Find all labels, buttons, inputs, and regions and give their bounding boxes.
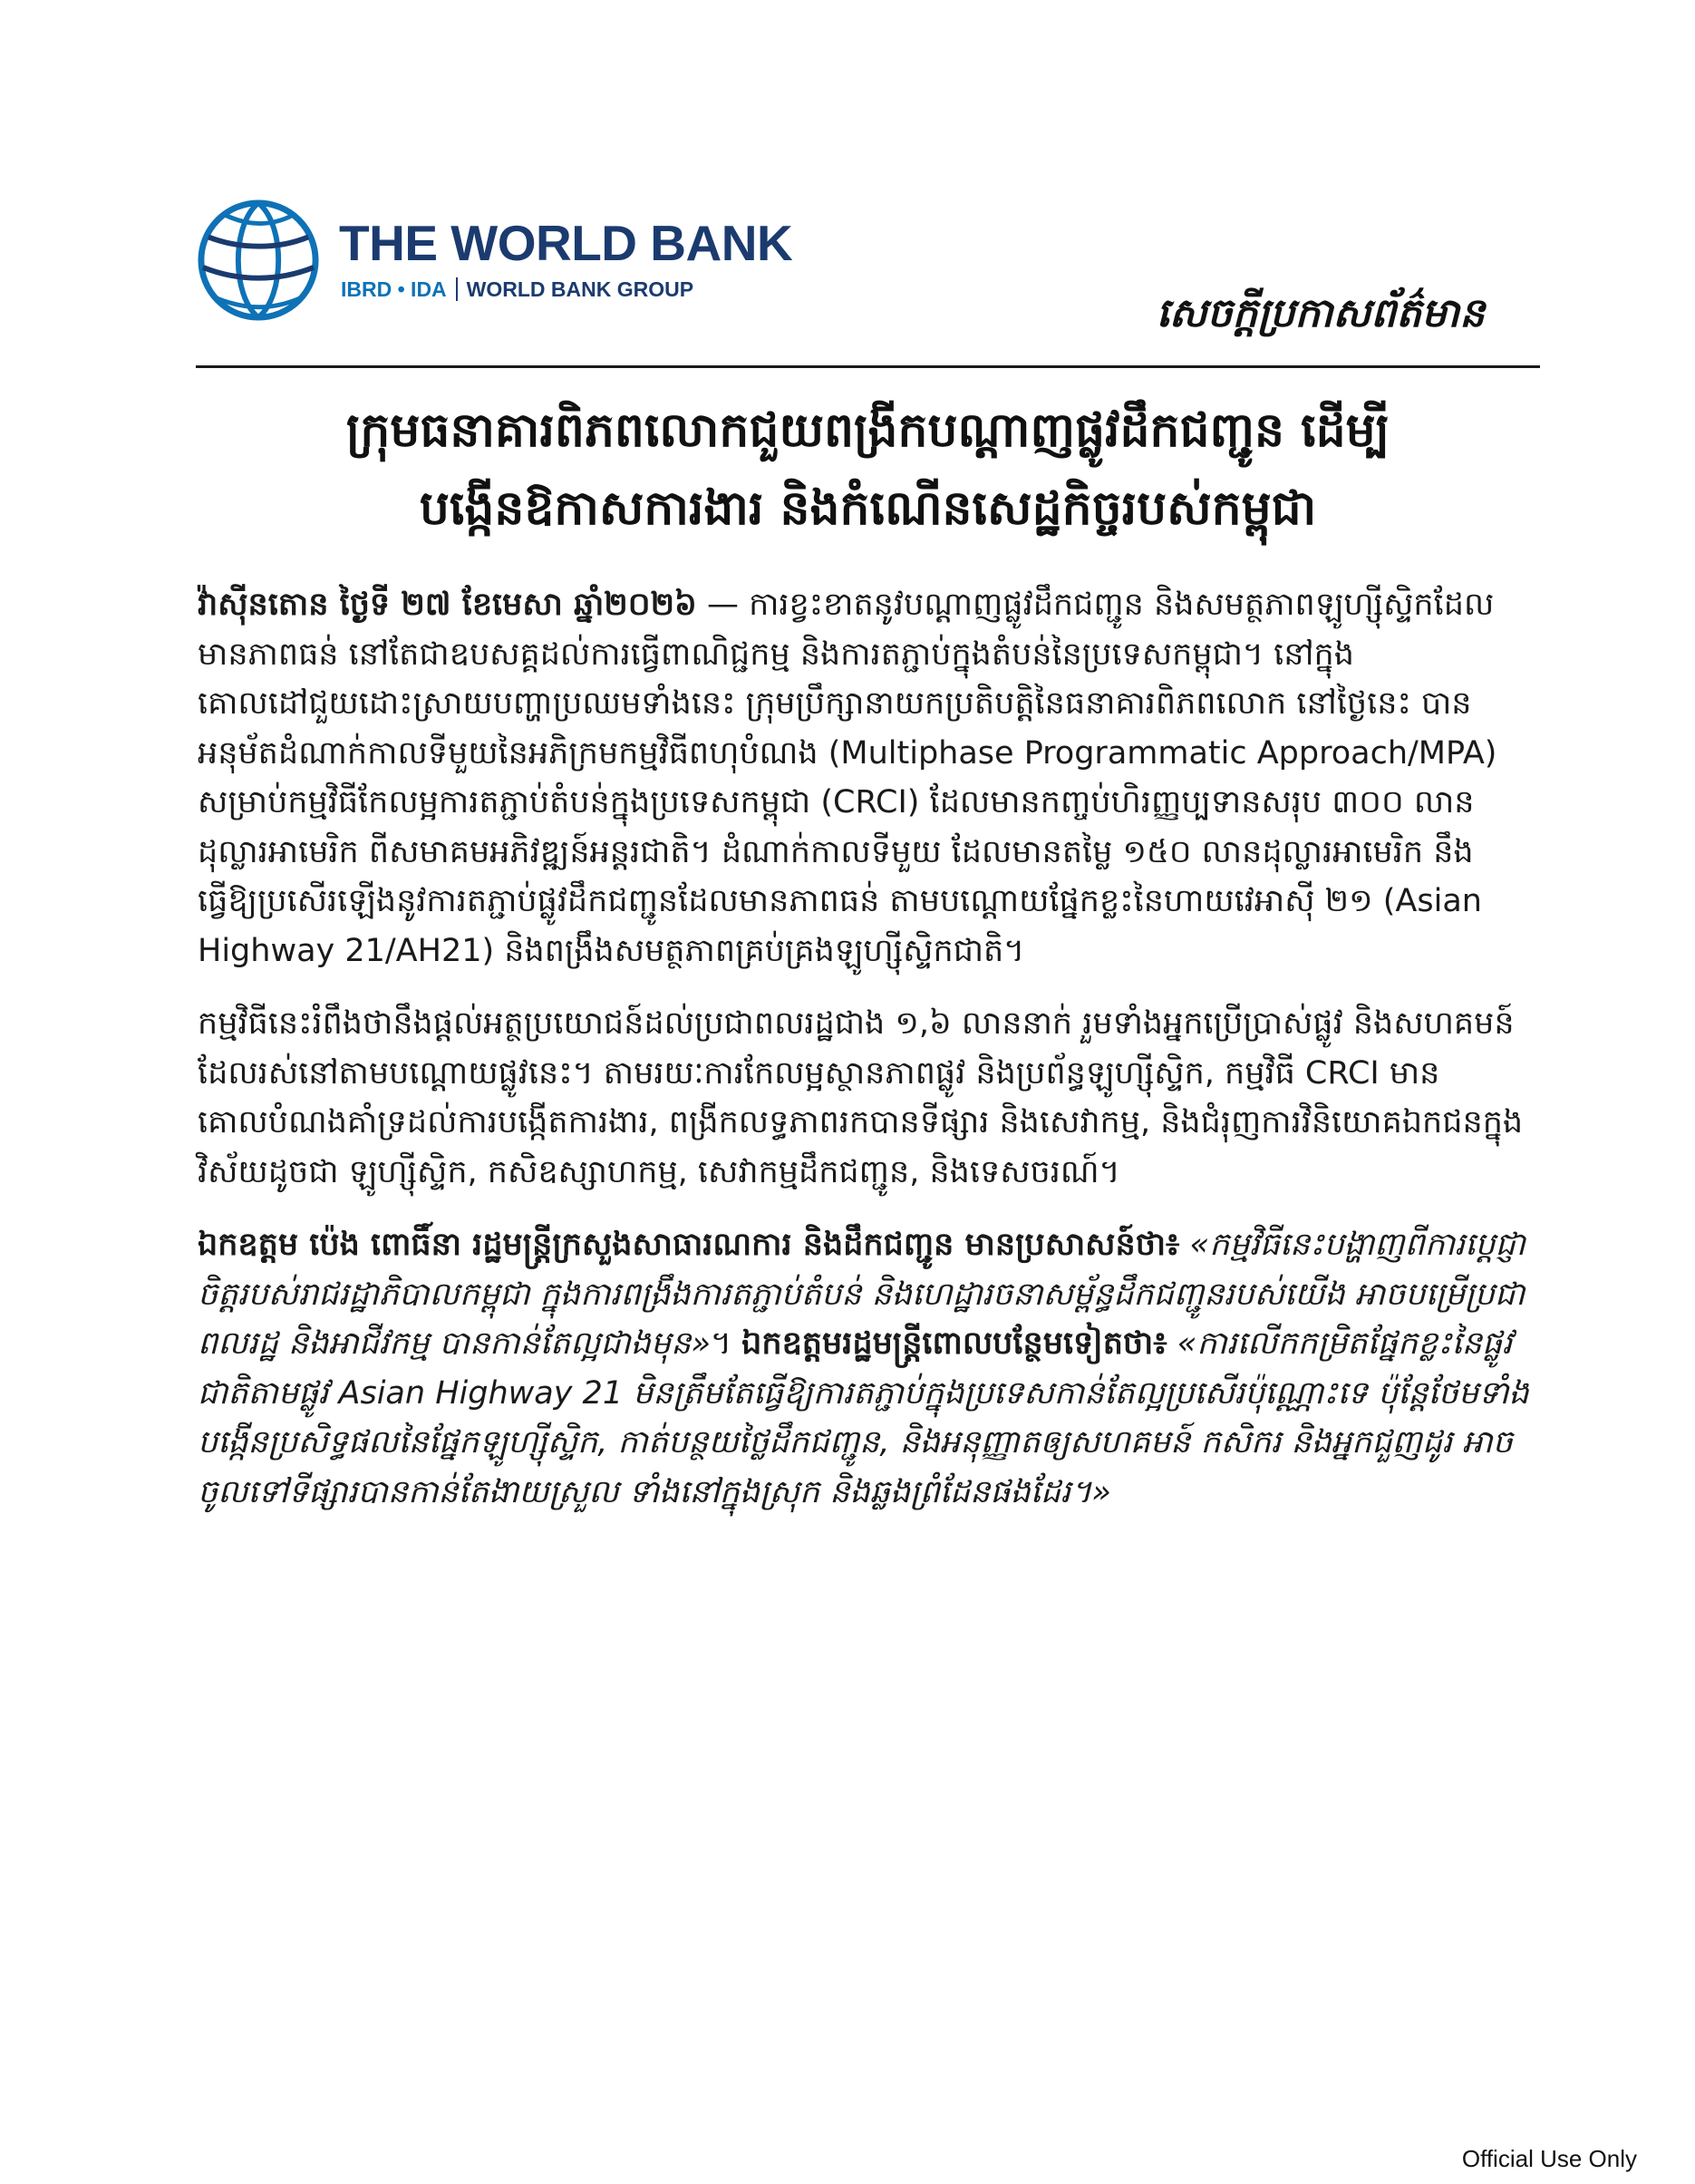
quote-2: «ការលើកកម្រិតផ្នែកខ្លះនៃផ្លូវជាតិតាមផ្លូវ Asian Highway 21 មិនត្រឹមតែធ្វើឱ្យការតភ្ជាប់ក្នុងប្រទេសកាន់តែល្អប្រសើរប៉ុណ្ណោះទេ ប៉ុន្តែថែមទាំងបង្កើនប្រសិទ្ធផលនៃផ្នែកឡូហ្ស៊ីស្ទិក, កាត់បន្ថយថ្លៃដឹកជញ្ជូន, និងអនុញ្ញាតឲ្យសហគមន៍ កសិករ និងអ្នកជួញដូរ អាចចូលទៅទីផ្សារបានកាន់តែងាយស្រួល ទាំងនៅក្នុងស្រុក និងឆ្លងព្រំដែនផងដែរ។»	[198, 1325, 1529, 1510]
paragraph-2: កម្មវិធីនេះរំពឹងថានឹងផ្តល់អត្ថប្រយោជន៍ដល់ប្រជាពលរដ្ឋជាង ១,៦ លាននាក់ រួមទាំងអ្នកប្រើប្រាស់ផ្លូវ និងសហគមន៍ដែលរស់នៅតាមបណ្តោយផ្លូវនេះ។ តាមរយៈការកែលម្អស្ថានភាពផ្លូវ និងប្រព័ន្ធឡូហ្ស៊ីស្ទិក, កម្មវិធី CRCI មានគោលបំណងគាំទ្រដល់ការបង្កើតការងារ, ពង្រីកលទ្ធភាពរកបានទីផ្សារ និងសេវាកម្ម, និងជំរុញការវិនិយោគឯកជនក្នុងវិស័យដូចជា ឡូហ្ស៊ីស្ទិក, កសិឧស្សាហកម្ម, សេវាកម្មដឹកជញ្ជូន, និងទេសចរណ៍។	[198, 1005, 1524, 1190]
quote-1: «កម្មវិធីនេះបង្ហាញពីការប្តេជ្ញាចិត្តរបស់រាជរដ្ឋាភិបាលកម្ពុជា ក្នុងការពង្រឹងការតភ្ជាប់តំបន់ និងហេដ្ឋារចនាសម្ព័ន្ធដឹកជញ្ជូនរបស់យើង អាចបម្រើប្រជាពលរដ្ឋ និងអាជីវកម្ម បានកាន់តែល្អជាងមុន»	[198, 1227, 1526, 1362]
world-bank-logo[interactable]	[196, 198, 848, 325]
logo-title: THE WORLD BANK	[339, 215, 793, 271]
paragraph-3	[198, 1220, 1532, 1517]
dateline: វ៉ាស៊ីនតោន ថ្ងៃទី ២៧ ខែមេសា ឆ្នាំ២០២៦	[198, 587, 697, 623]
speaker-attribution-2: ឯកឧត្តមរដ្ឋមន្ត្រីពោលបន្ថែមទៀតថា៖	[741, 1325, 1167, 1362]
paragraph-1	[198, 580, 1532, 976]
headline-line-2: បង្កើនឱកាសការងារ និងកំណើនសេដ្ឋកិច្ចរបស់កម្ពុជា	[419, 481, 1317, 536]
quote-separator: ។	[710, 1325, 742, 1362]
logo-subtitle	[341, 277, 693, 302]
logo-group: WORLD BANK GROUP	[466, 277, 694, 301]
article-body	[198, 580, 1532, 1540]
logo-divider	[456, 277, 458, 301]
paragraph-1-text: — ការខ្វះខាតនូវបណ្តាញផ្លូវដឹកជញ្ជូន និងសមត្ថភាពឡូហ្ស៊ីស្ទិកដែលមានភាពធន់ នៅតែជាឧបសគ្គដល់ការធ្វើពាណិជ្ជកម្ម និងការតភ្ជាប់ក្នុងតំបន់នៃប្រទេសកម្ពុជា។ នៅក្នុងគោលដៅជួយដោះស្រាយបញ្ហាប្រឈមទាំងនេះ ក្រុមប្រឹក្សានាយកប្រតិបត្តិនៃធនាគារពិភពលោក នៅថ្ងៃនេះ បានអនុម័តដំណាក់កាលទីមួយនៃអភិក្រមកម្មវិធីពហុបំណង (Multiphase Programmatic Approach/MPA) សម្រាប់កម្មវិធីកែលម្អការតភ្ជាប់តំបន់ក្នុងប្រទេសកម្ពុជា (CRCI) ដែលមានកញ្ចប់ហិរញ្ញប្បទានសរុប ៣០០ លានដុល្លារអាមេរិក ពីសមាគមអភិវឌ្ឍន៍អន្តរជាតិ។ ដំណាក់កាលទីមួយ ដែលមានតម្លៃ ១៥០ លានដុល្លារអាមេរិក នឹងធ្វើឱ្យប្រសើរឡើងនូវការតភ្ជាប់ផ្លូវដឹកជញ្ជូនដែលមានភាពធន់ តាមបណ្តោយផ្នែកខ្លះនៃហាយវេអាស៊ី ២១ (Asian Highway 21/AH21) និងពង្រឹងសមត្ថភាពគ្រប់គ្រងឡូហ្ស៊ីស្ទិកជាតិ។	[198, 587, 1497, 969]
headline-line-1: ក្រុមធនាគារពិភពលោកជួយពង្រីកបណ្តាញផ្លូវដឹកជញ្ជូន ដើម្បី	[345, 403, 1390, 458]
headline	[196, 392, 1540, 548]
header-divider	[196, 365, 1540, 368]
world-bank-globe-icon	[196, 198, 321, 323]
press-release-label: សេចក្តីប្រកាសព័ត៌មាន	[1156, 290, 1485, 336]
speaker-attribution-1: ឯកឧត្តម ប៉េង ពោធិ៍នា រដ្ឋមន្ត្រីក្រសួងសាធារណការ និងដឹកជញ្ជូន មានប្រសាសន៍ថា៖	[198, 1227, 1180, 1263]
classification-label: Official Use Only	[1461, 2145, 1637, 2172]
logo-ibrd-ida: IBRD • IDA	[341, 277, 447, 301]
